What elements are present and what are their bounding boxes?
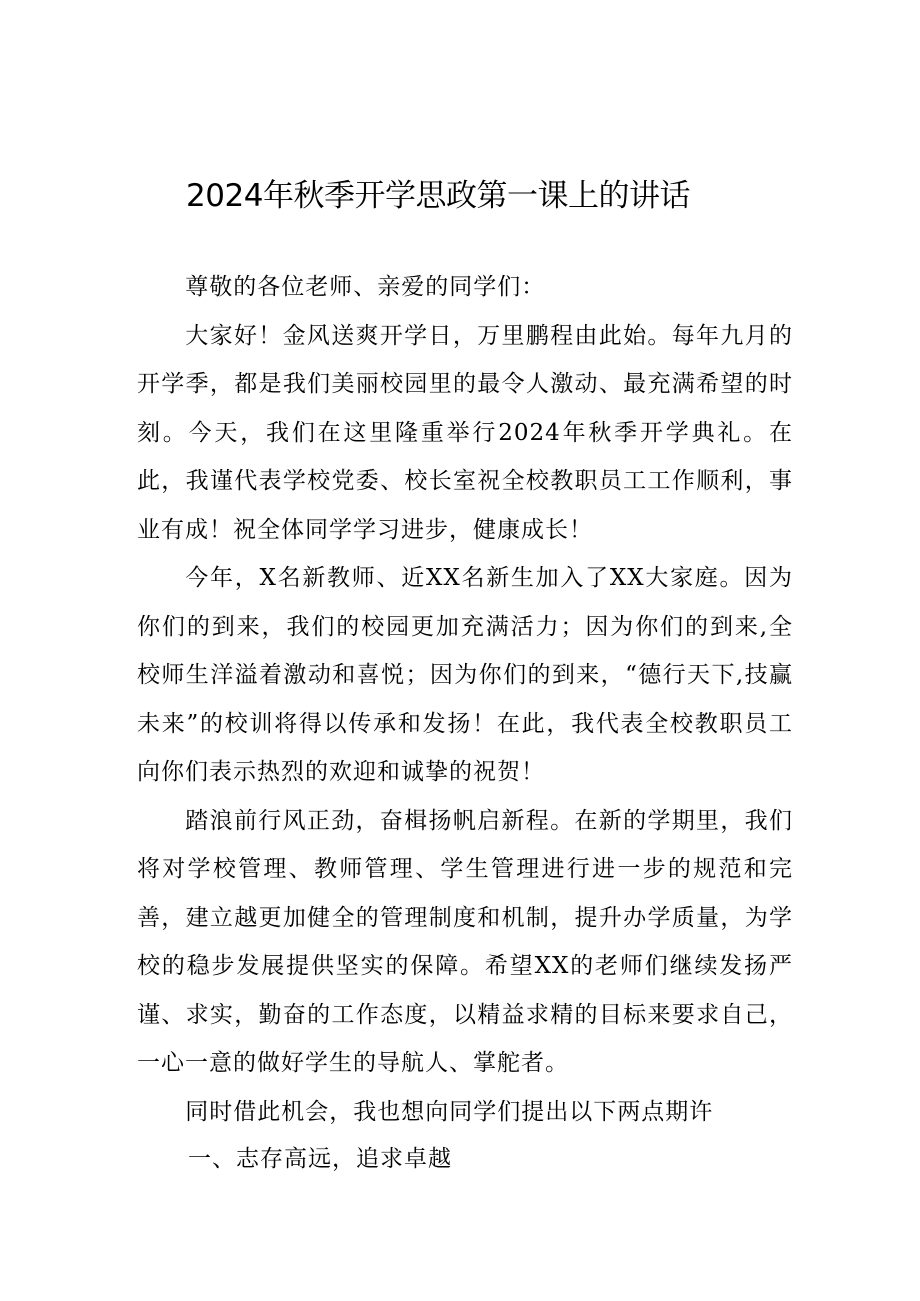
paragraph-expectations-intro: 同时借此机会，我也想向同学们提出以下两点期许 — [185, 1098, 714, 1125]
speech-body — [137, 263, 793, 1136]
document-title: 2024年秋季开学思政第一课上的讲话 — [186, 178, 690, 214]
paragraph-new-term: 踏浪前行风正劲，奋楫扬帆启新程。在新的学期里，我们将对学校管理、教师管理、学生管理进行进一步的规范和完善，建立越更加健全的管理制度和机制，提升办学质量，为学校的稳步发展提供坚实的保障。希望XX的老师们继续发扬严谨、求实，勤奋的工作态度，以精益求精的目标来要求自己，一心一意的做好学生的导航人、掌舵者。 — [137, 807, 793, 1076]
salutation: 尊敬的各位老师、亲爱的同学们： — [185, 274, 546, 300]
paragraph-welcome: 今年，X名新教师、近XX名新生加入了XX大家庭。因为你们的到来，我们的校园更加充满活力；因为你们的到来,全校师生洋溢着激动和喜悦；因为你们的到来，“德行天下,技赢未来”的校训将得以传承和发扬！在此，我代表全校教职员工向你们表示热烈的欢迎和诚挚的祝贺！ — [137, 565, 793, 785]
section-heading: 一、志存高远，追求卓越 — [188, 1146, 452, 1172]
paragraph-greeting: 大家好！金风送爽开学日，万里鹏程由此始。每年九月的开学季，都是我们美丽校园里的最令人激动、最充满希望的时刻。今天，我们在这里隆重举行2024年秋季开学典礼。在此，我谨代表学校党委、校长室祝全校教职员工工作顺利，事业有成！祝全体同学学习进步，健康成长！ — [137, 322, 793, 543]
